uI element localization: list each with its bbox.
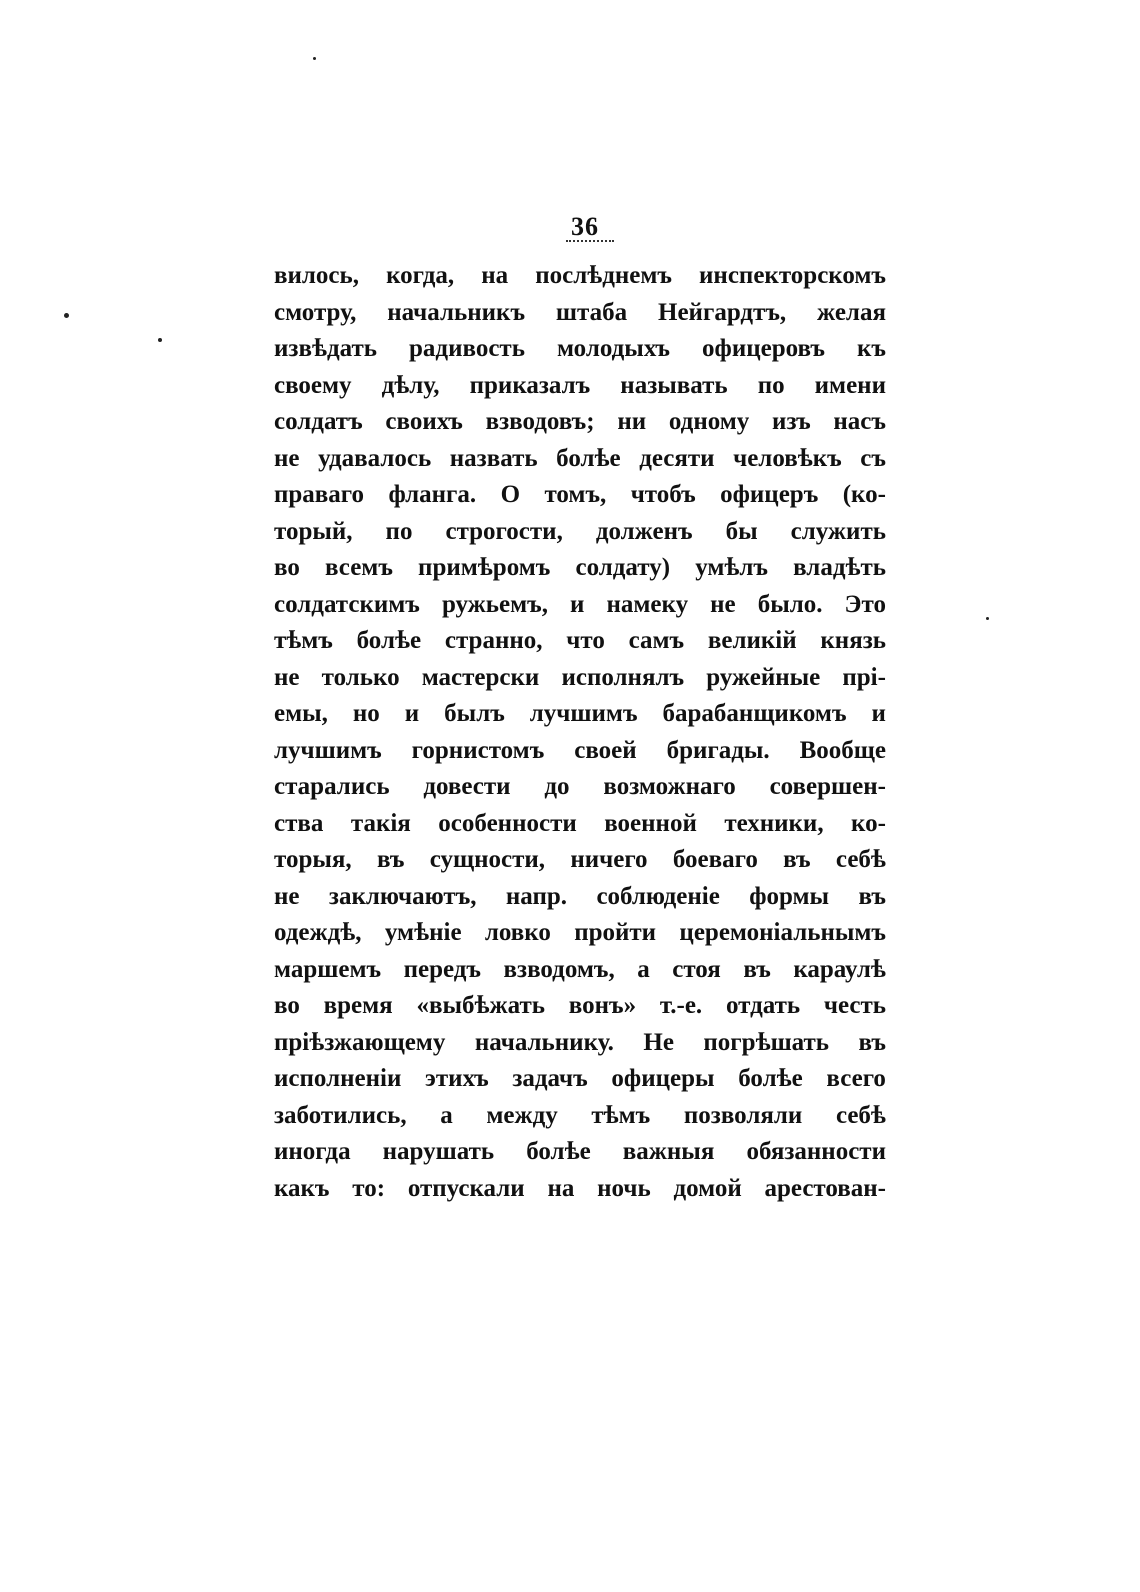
word: тѣмъ [591,1101,651,1129]
word: примѣромъ [418,554,551,581]
word: всемъ [324,554,393,581]
word: солдатскимъ [274,590,420,618]
word: строгости, [445,517,563,545]
text-line [274,481,886,518]
word: было. [757,590,823,618]
print-speck [64,313,69,318]
word: мастерски [421,663,540,691]
word: а [440,1101,453,1129]
word: когда, [386,262,455,289]
word: т.-е. [659,992,703,1019]
word: назвать [449,444,538,472]
word: то: [352,1174,386,1202]
word: (ко- [842,481,886,508]
word: инспекторскомъ [699,262,886,289]
text-line [274,1065,886,1102]
text-line [274,335,886,372]
word: ко- [851,809,886,837]
word: болѣе [738,1065,803,1092]
word: умѣлъ [695,554,768,581]
text-line [274,883,886,920]
word: заботились, [274,1101,407,1129]
word: по [757,371,785,399]
word: одному [668,408,750,435]
word: себѣ [835,846,886,873]
word: человѣкъ [733,444,842,472]
word: важныя [622,1138,715,1165]
word: себѣ [835,1101,886,1129]
text-line [274,1102,886,1139]
word: пріѣзжающему [274,1028,446,1056]
word: не [274,444,300,472]
word: торый, [274,517,353,545]
text-line [274,737,886,774]
word: своей [574,736,637,764]
word: Это [844,590,886,618]
word: одеждѣ, [274,919,362,946]
print-speck [158,338,162,342]
word: ночь [597,1174,651,1202]
text-line [274,773,886,810]
word: военной [604,809,697,837]
word: между [486,1101,558,1129]
text-line [274,700,886,737]
text-line [274,627,886,664]
word: «выбѣжать [416,992,545,1019]
word: но [352,700,380,727]
word: служить [790,517,886,545]
word: не [710,590,736,618]
word: въ [743,955,771,983]
word: и [570,590,585,618]
word: болѣе [526,1138,591,1165]
word: приказалъ [469,371,591,399]
word: въ [858,1028,886,1056]
print-speck [313,57,316,60]
word: Не [643,1028,674,1056]
word: радивость [409,335,525,362]
word: долженъ [595,517,693,545]
word: бы [725,517,758,545]
word: съ [860,444,886,472]
word: нарушать [382,1138,495,1165]
word: взводовъ; [485,408,595,435]
text-line [274,372,886,409]
word: чтобъ [630,481,696,508]
word: начальникъ [387,298,526,326]
word: Вообще [799,736,886,764]
text-line [274,992,886,1029]
text-line [274,846,886,883]
word: передъ [403,955,481,983]
word: домой [673,1174,742,1202]
word: а [637,955,650,983]
word: самъ [628,627,685,654]
word: солдату) [575,554,671,581]
word: ничего [570,846,648,873]
word: былъ [444,700,505,727]
word: такія [350,809,411,837]
word: фланга. [388,481,477,508]
word: емы, [274,700,328,727]
word: во [274,992,300,1019]
print-speck [986,617,989,620]
text-line [274,664,886,701]
text-line [274,554,886,591]
word: что [566,627,605,654]
text-line [274,262,886,299]
word: заключаютъ, [328,882,477,910]
word: позволяли [683,1101,803,1129]
word: отдать [725,992,801,1019]
word: напр. [505,882,568,910]
word: удавалось [318,444,432,472]
page-number: 36 [571,212,599,241]
word: въ [783,846,811,873]
word: техники, [724,809,824,837]
word: великій [707,627,797,654]
word: бригады. [666,736,770,764]
word: стоя [672,955,721,983]
word: маршемъ [274,955,382,983]
word: горнистомъ [411,736,545,764]
word: особенности [438,809,577,837]
word: ловко [484,919,551,946]
word: умѣніе [384,919,462,946]
word: соблюденіе [596,882,720,910]
word: странно, [444,627,543,654]
word: своихъ [385,408,463,435]
word: сущности, [429,846,546,873]
word: вилось, [274,262,359,289]
word: послѣднемъ [535,262,672,289]
word: насъ [833,408,886,435]
word: изъ [772,408,811,435]
word: называть [620,371,728,399]
word: обязанности [746,1138,886,1165]
word: исполнялъ [561,663,685,691]
word: пройти [574,919,657,946]
word: ружьемъ, [441,590,548,618]
word: всего [826,1065,886,1092]
word: своему [274,371,352,399]
word: солдатъ [274,408,363,435]
word: О [500,481,521,508]
text-line [274,445,886,482]
word: и [404,700,420,727]
text-line [274,591,886,628]
word: въ [376,846,405,873]
word: совершен- [769,773,886,800]
word: ружейные [706,663,821,691]
word: боеваго [672,846,758,873]
word: болѣе [356,627,422,654]
word: формы [749,882,830,910]
word: намеку [606,590,689,618]
word: офицеровъ [702,335,825,362]
word: князь [820,627,886,654]
word: во [274,554,300,581]
word: желая [817,298,886,326]
word: караулѣ [793,955,886,983]
word: отпускали [407,1174,525,1202]
word: извѣдать [274,335,377,362]
word: смотру, [274,298,357,326]
word: десяти [639,444,715,472]
text-line [274,1029,886,1066]
text-line [274,1138,886,1175]
word: до [544,773,570,800]
word: этихъ [425,1065,489,1092]
word: торыя, [274,846,352,873]
word: къ [857,335,886,362]
word: офицеръ [720,481,819,508]
word: задачъ [512,1065,588,1092]
word: иногда [274,1138,351,1165]
word: ства [274,809,324,837]
text-line [274,810,886,847]
word: барабанщикомъ [662,700,847,727]
word: по [385,517,413,545]
word: лучшимъ [274,736,382,764]
word: взводомъ, [503,955,615,983]
word: праваго [274,481,365,508]
word: погрѣшать [703,1028,830,1056]
text-line [274,299,886,336]
word: прі- [842,663,886,691]
word: въ [858,882,886,910]
word: возможнаго [603,773,736,800]
word: начальнику. [474,1028,614,1056]
word: не [274,663,300,691]
text-line [274,1175,886,1212]
word: какъ [274,1174,330,1202]
word: молодыхъ [556,335,670,362]
word: только [321,663,400,691]
text-line [274,956,886,993]
word: имени [814,371,886,399]
word: на [481,262,509,289]
word: довести [423,773,511,800]
word: Нейгардтъ, [658,298,787,326]
word: штаба [555,298,628,326]
word: болѣе [556,444,621,472]
word: честь [823,992,886,1019]
word: старались [274,773,390,800]
page-number-ornament [566,240,614,248]
word: время [323,992,393,1019]
word: на [547,1174,575,1202]
word: офицеры [611,1065,715,1092]
word: церемоніальнымъ [679,919,886,946]
word: не [274,882,300,910]
word: арестован- [764,1174,886,1202]
word: тѣмъ [274,627,333,654]
text-line [274,919,886,956]
word: и [871,700,886,727]
word: лучшимъ [529,700,638,727]
word: дѣлу, [381,371,440,399]
word: ни [617,408,647,435]
text-line [274,408,886,445]
body-text [274,262,886,1211]
word: владѣть [793,554,886,581]
text-line [274,518,886,555]
word: томъ, [544,481,607,508]
word: исполненіи [274,1065,402,1092]
word: вонъ» [568,992,637,1019]
